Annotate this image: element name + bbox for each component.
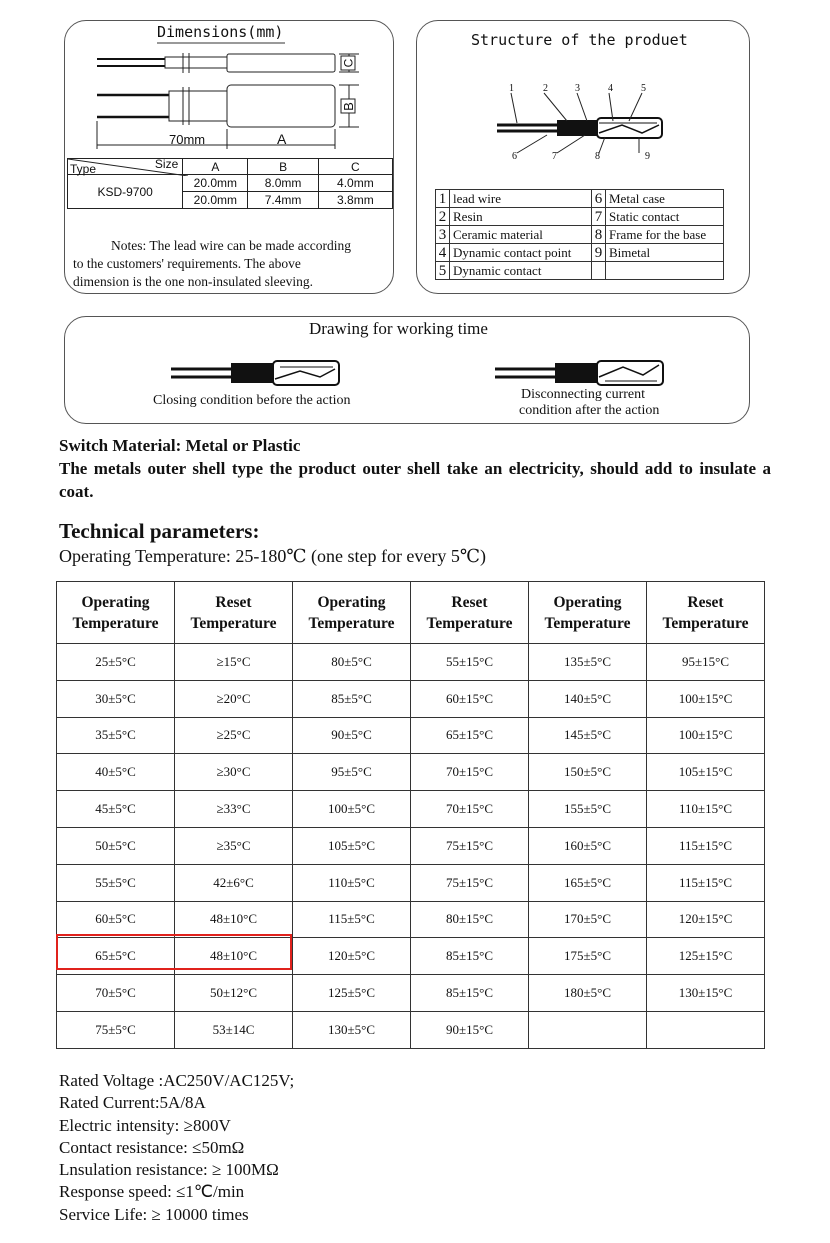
structure-drawing bbox=[417, 21, 751, 181]
table-cell: 70±15°C bbox=[411, 754, 529, 791]
table-cell: 80±15°C bbox=[411, 901, 529, 938]
table-cell: 115±15°C bbox=[647, 827, 765, 864]
operating-temperature-range: Operating Temperature: 25-180℃ (one step for every 5℃) bbox=[59, 546, 487, 566]
corner-size: Size bbox=[154, 157, 179, 171]
table-cell: 120±15°C bbox=[647, 901, 765, 938]
table-cell: 35±5°C bbox=[57, 717, 175, 754]
table-cell: 80±5°C bbox=[293, 644, 411, 681]
table-cell: 70±15°C bbox=[411, 791, 529, 828]
structure-title: Structure of the produet bbox=[471, 31, 688, 49]
table-row bbox=[436, 244, 724, 262]
table-cell: 165±5°C bbox=[529, 864, 647, 901]
part-number bbox=[592, 262, 606, 280]
callout-number: 4 bbox=[608, 83, 613, 94]
table-cell: 90±15°C bbox=[411, 1011, 529, 1048]
table-row bbox=[57, 717, 765, 754]
column-header: Operating Temperature bbox=[293, 582, 411, 644]
spec-rated-voltage: Rated Voltage :AC250V/AC125V; bbox=[59, 1071, 295, 1090]
table-cell: 65±15°C bbox=[411, 717, 529, 754]
table-row bbox=[57, 901, 765, 938]
table-cell: 60±5°C bbox=[57, 901, 175, 938]
table-row bbox=[436, 208, 724, 226]
working-time-panel bbox=[64, 316, 750, 424]
dimensions-title: Dimensions(mm) bbox=[157, 23, 284, 41]
part-number: 8 bbox=[592, 226, 606, 244]
table-row bbox=[436, 190, 724, 208]
table-cell: 48±10°C bbox=[175, 938, 293, 975]
part-name: Frame for the base bbox=[606, 226, 724, 244]
a-label: A bbox=[277, 131, 287, 147]
table-cell: 75±15°C bbox=[411, 864, 529, 901]
table-cell: 130±5°C bbox=[293, 1011, 411, 1048]
table-row bbox=[57, 644, 765, 681]
size-cell: 8.0mm bbox=[248, 175, 318, 192]
table-cell: 125±15°C bbox=[647, 938, 765, 975]
table-cell: 70±5°C bbox=[57, 975, 175, 1012]
table-cell: 105±15°C bbox=[647, 754, 765, 791]
callout-number: 7 bbox=[552, 151, 557, 162]
table-cell: 25±5°C bbox=[57, 644, 175, 681]
part-name: Ceramic material bbox=[450, 226, 592, 244]
table-cell: 105±5°C bbox=[293, 827, 411, 864]
highlighted-row-box bbox=[56, 934, 292, 970]
table-row bbox=[436, 226, 724, 244]
table-cell: 45±5°C bbox=[57, 791, 175, 828]
insulation-note: The metals outer shell type the product outer shell take an electricity, should add to insulate a coat. bbox=[59, 459, 771, 501]
spec-contact-resistance: Contact resistance: ≤50mΩ bbox=[59, 1137, 245, 1157]
table-row bbox=[57, 864, 765, 901]
dimensions-drawing bbox=[65, 21, 395, 161]
table-row bbox=[57, 680, 765, 717]
note-line: to the customers' requirements. The above bbox=[73, 256, 301, 271]
table-cell: 100±5°C bbox=[293, 791, 411, 828]
working-title: Drawing for working time bbox=[309, 319, 488, 338]
part-number: 9 bbox=[592, 244, 606, 262]
size-cell: 3.8mm bbox=[318, 192, 392, 209]
disconnect-caption bbox=[519, 387, 659, 419]
table-cell: 110±5°C bbox=[293, 864, 411, 901]
table-cell: 85±15°C bbox=[411, 938, 529, 975]
size-cell: 4.0mm bbox=[318, 175, 392, 192]
size-cell: 7.4mm bbox=[248, 192, 318, 209]
callout-number: 9 bbox=[645, 151, 650, 162]
b-label: B bbox=[340, 102, 356, 111]
dimensions-panel bbox=[64, 20, 394, 294]
part-name: Dynamic contact bbox=[450, 262, 592, 280]
table-cell: 120±5°C bbox=[293, 938, 411, 975]
spec-service-life: Service Life: ≥ 10000 times bbox=[59, 1204, 249, 1224]
part-name: Bimetal bbox=[606, 244, 724, 262]
table-cell: 75±5°C bbox=[57, 1011, 175, 1048]
column-header: Reset Temperature bbox=[411, 582, 529, 644]
table-cell: 160±5°C bbox=[529, 827, 647, 864]
part-name: Resin bbox=[450, 208, 592, 226]
callout-number: 6 bbox=[512, 151, 517, 162]
size-cell: 20.0mm bbox=[183, 175, 248, 192]
col-header: A bbox=[183, 159, 248, 175]
table-row bbox=[57, 1011, 765, 1048]
part-name: Static contact bbox=[606, 208, 724, 226]
column-header: Reset Temperature bbox=[647, 582, 765, 644]
callout-number: 8 bbox=[595, 151, 600, 162]
callout-number: 1 bbox=[509, 83, 514, 94]
table-cell: 48±10°C bbox=[175, 901, 293, 938]
column-header: Reset Temperature bbox=[175, 582, 293, 644]
spec-insulation-resistance: Lnsulation resistance: ≥ 100MΩ bbox=[59, 1160, 279, 1180]
switch-material-section bbox=[59, 434, 771, 503]
table-cell: 145±5°C bbox=[529, 717, 647, 754]
callout-number: 2 bbox=[543, 83, 548, 94]
size-cell: 20.0mm bbox=[183, 192, 248, 209]
closing-caption: Closing condition before the action bbox=[153, 393, 351, 408]
col-header: B bbox=[248, 159, 318, 175]
part-number: 4 bbox=[436, 244, 450, 262]
table-row bbox=[57, 791, 765, 828]
technical-heading: Technical parameters: bbox=[59, 519, 260, 543]
table-cell: 170±5°C bbox=[529, 901, 647, 938]
table-cell: 65±5°C bbox=[57, 938, 175, 975]
table-cell: 55±5°C bbox=[57, 864, 175, 901]
table-cell: 115±15°C bbox=[647, 864, 765, 901]
table-cell: 150±5°C bbox=[529, 754, 647, 791]
working-drawing bbox=[65, 317, 751, 397]
table-cell: ≥25°C bbox=[175, 717, 293, 754]
part-number: 3 bbox=[436, 226, 450, 244]
table-header-row bbox=[57, 582, 765, 644]
part-number: 1 bbox=[436, 190, 450, 208]
part-number: 6 bbox=[592, 190, 606, 208]
table-row bbox=[57, 827, 765, 864]
table-cell: 50±5°C bbox=[57, 827, 175, 864]
table-cell: 90±5°C bbox=[293, 717, 411, 754]
c-label: C bbox=[341, 58, 356, 68]
spec-electric-intensity: Electric intensity: ≥800V bbox=[59, 1115, 231, 1135]
part-number: 2 bbox=[436, 208, 450, 226]
table-cell: 53±14C bbox=[175, 1011, 293, 1048]
part-number: 5 bbox=[436, 262, 450, 280]
table-cell: 100±15°C bbox=[647, 717, 765, 754]
caption-line: Disconnecting current bbox=[521, 387, 646, 402]
table-row bbox=[57, 975, 765, 1012]
caption-line: condition after the action bbox=[519, 403, 660, 418]
table-cell: 30±5°C bbox=[57, 680, 175, 717]
note-line: dimension is the one non-insulated sleeving. bbox=[73, 274, 313, 289]
table-cell: 60±15°C bbox=[411, 680, 529, 717]
part-name bbox=[606, 262, 724, 280]
table-cell: ≥15°C bbox=[175, 644, 293, 681]
table-cell: ≥35°C bbox=[175, 827, 293, 864]
table-cell: 100±15°C bbox=[647, 680, 765, 717]
part-name: Dynamic contact point bbox=[450, 244, 592, 262]
specifications-list bbox=[59, 1070, 294, 1226]
table-cell: 75±15°C bbox=[411, 827, 529, 864]
parts-table bbox=[435, 189, 724, 280]
table-cell: 115±5°C bbox=[293, 901, 411, 938]
note-line: Notes: The lead wire can be made according bbox=[111, 238, 352, 253]
col-header: C bbox=[318, 159, 392, 175]
table-cell: 110±15°C bbox=[647, 791, 765, 828]
type-size-corner bbox=[68, 159, 183, 175]
table-cell: 55±15°C bbox=[411, 644, 529, 681]
table-cell: ≥30°C bbox=[175, 754, 293, 791]
parameters-table bbox=[56, 581, 765, 1049]
dimension-notes bbox=[73, 237, 389, 291]
table-cell: ≥20°C bbox=[175, 680, 293, 717]
table-row bbox=[436, 262, 724, 280]
column-header: Operating Temperature bbox=[529, 582, 647, 644]
table-cell: 180±5°C bbox=[529, 975, 647, 1012]
table-cell bbox=[529, 1011, 647, 1048]
part-name: Metal case bbox=[606, 190, 724, 208]
callout-number: 3 bbox=[575, 83, 580, 94]
size-table bbox=[67, 158, 393, 209]
part-name: lead wire bbox=[450, 190, 592, 208]
model-cell: KSD-9700 bbox=[68, 175, 183, 209]
table-cell: 50±12°C bbox=[175, 975, 293, 1012]
table-cell: 95±5°C bbox=[293, 754, 411, 791]
table-cell: 85±15°C bbox=[411, 975, 529, 1012]
table-cell: ≥33°C bbox=[175, 791, 293, 828]
corner-type: Type bbox=[70, 162, 97, 176]
table-cell bbox=[647, 1011, 765, 1048]
structure-panel bbox=[416, 20, 750, 294]
table-cell: 175±5°C bbox=[529, 938, 647, 975]
table-cell: 85±5°C bbox=[293, 680, 411, 717]
table-cell: 42±6°C bbox=[175, 864, 293, 901]
length-label: 70mm bbox=[169, 132, 206, 147]
table-row bbox=[57, 754, 765, 791]
table-cell: 130±15°C bbox=[647, 975, 765, 1012]
column-header: Operating Temperature bbox=[57, 582, 175, 644]
table-cell: 95±15°C bbox=[647, 644, 765, 681]
part-number: 7 bbox=[592, 208, 606, 226]
table-cell: 125±5°C bbox=[293, 975, 411, 1012]
table-cell: 40±5°C bbox=[57, 754, 175, 791]
callout-number: 5 bbox=[641, 83, 646, 94]
spec-rated-current: Rated Current:5A/8A bbox=[59, 1093, 206, 1113]
table-cell: 135±5°C bbox=[529, 644, 647, 681]
table-cell: 140±5°C bbox=[529, 680, 647, 717]
switch-material-line: Switch Material: Metal or Plastic bbox=[59, 436, 301, 455]
table-cell: 155±5°C bbox=[529, 791, 647, 828]
spec-response-speed: Response speed: ≤1℃/min bbox=[59, 1182, 245, 1202]
